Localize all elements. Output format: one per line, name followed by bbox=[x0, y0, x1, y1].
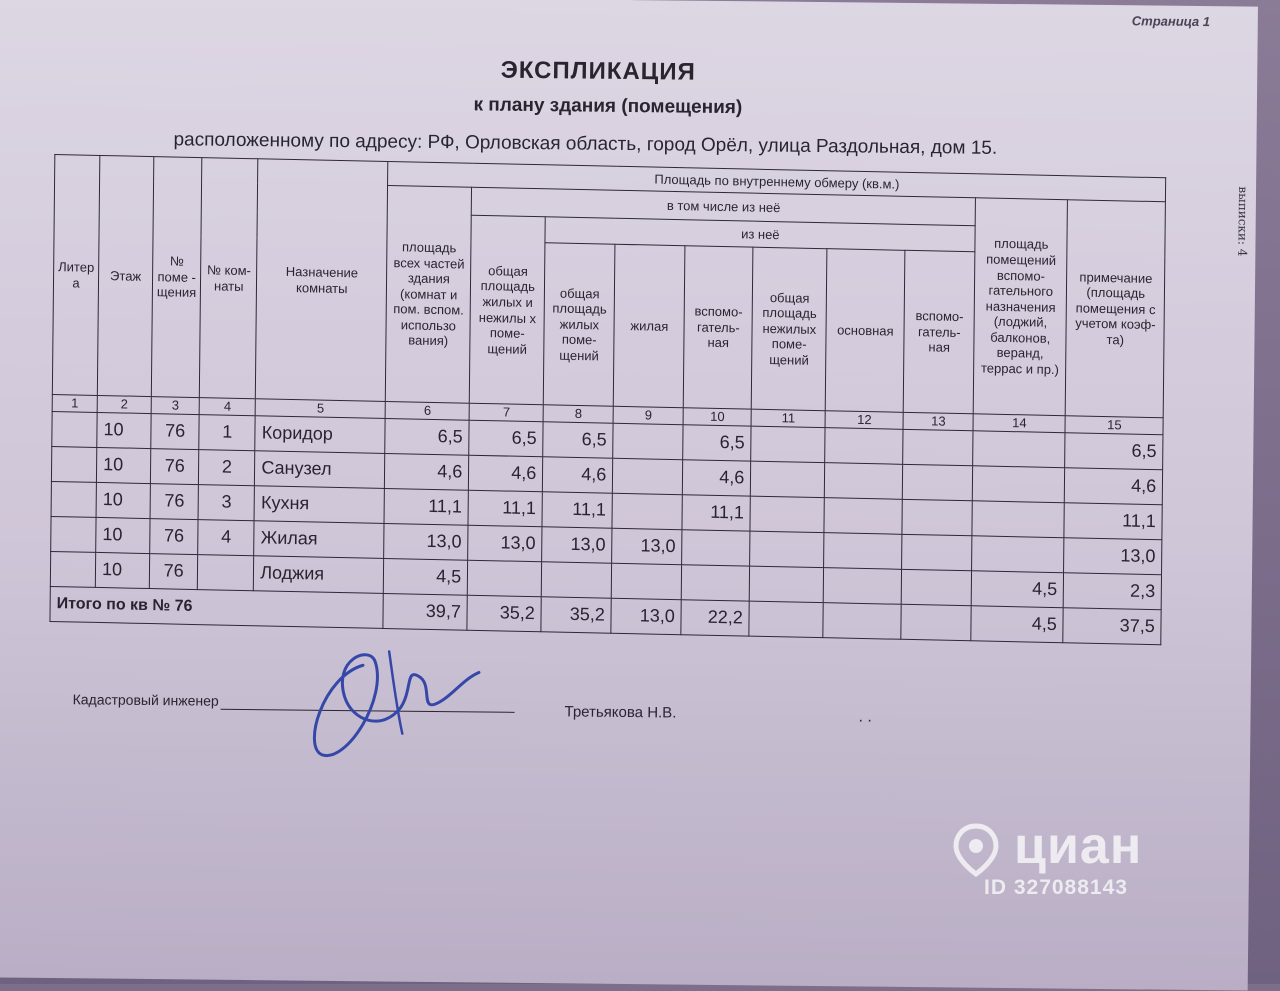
table-cell-purpose: Жилая bbox=[254, 521, 384, 559]
table-cell-c13 bbox=[903, 464, 973, 500]
table-cell-c14 bbox=[972, 501, 1064, 538]
header-total-all: площадь всех частей здания (комнат и пом. вспом. использо вания) bbox=[386, 185, 472, 403]
watermark-id: ID 327088143 bbox=[984, 876, 1128, 899]
table-cell-c14 bbox=[973, 466, 1065, 503]
table-cell-c9 bbox=[613, 458, 683, 494]
table-cell-c7: 13,0 bbox=[468, 525, 542, 562]
total-cell-6: 39,7 bbox=[383, 593, 467, 630]
total-cell-8: 35,2 bbox=[541, 597, 611, 633]
table-cell-room: 4 bbox=[198, 520, 254, 556]
header-premises: № поме - щения bbox=[151, 157, 202, 398]
table-cell-litera bbox=[51, 446, 96, 482]
header-auxiliary-1: вспомо- гатель- ная bbox=[684, 246, 754, 409]
table-cell-c6: 11,1 bbox=[384, 488, 468, 525]
watermark-brand: циан bbox=[1014, 817, 1143, 875]
table-cell-purpose: Кухня bbox=[254, 486, 384, 524]
table-cell-c13 bbox=[902, 534, 972, 570]
table-cell-floor: 10 bbox=[97, 412, 151, 448]
table-cell-purpose: Лоджия bbox=[254, 556, 384, 594]
header-residential-total: общая площадь жилых поме- щений bbox=[544, 243, 616, 406]
header-main: основная bbox=[826, 249, 906, 413]
table-cell-c15: 2,3 bbox=[1063, 573, 1161, 610]
table-cell-litera bbox=[50, 551, 95, 587]
table-cell-c10 bbox=[682, 530, 750, 566]
table-cell-room: 1 bbox=[199, 415, 255, 451]
address-line: расположенному по адресу: РФ, Орловская область, город Орёл, улица Раздольная, дом 15. bbox=[173, 129, 998, 159]
engineer-label: Кадастровый инженер bbox=[72, 691, 219, 709]
table-cell-c13 bbox=[903, 429, 973, 465]
column-number: 4 bbox=[199, 398, 255, 416]
column-number: 8 bbox=[543, 405, 613, 423]
table-cell-c6: 4,6 bbox=[385, 453, 469, 490]
table-cell-c8: 6,5 bbox=[543, 422, 613, 458]
table-cell-c13 bbox=[901, 569, 971, 605]
total-cell-10: 22,2 bbox=[681, 600, 749, 636]
total-cell-9: 13,0 bbox=[611, 598, 681, 634]
header-area-group: Площадь по внутреннему обмеру (кв.м.) bbox=[388, 161, 1166, 201]
header-aux-purpose: площадь помещений вспомо- гательного назначения (лоджий, балконов, веранд, террас и пр.) bbox=[973, 198, 1067, 416]
column-number: 6 bbox=[385, 401, 469, 420]
table-cell-purpose: Коридор bbox=[255, 416, 385, 454]
table-cell-c12 bbox=[824, 533, 902, 570]
side-note: выписки: 4 bbox=[1235, 186, 1251, 257]
table-cell-c10: 11,1 bbox=[682, 495, 750, 531]
table-cell-c12 bbox=[824, 498, 902, 535]
table-cell-c10: 6,5 bbox=[683, 425, 751, 461]
table-cell-c15: 6,5 bbox=[1065, 433, 1163, 470]
table-cell-room: 3 bbox=[198, 485, 254, 521]
total-cell-7: 35,2 bbox=[467, 595, 541, 632]
table-cell-c15: 13,0 bbox=[1064, 538, 1162, 575]
engineer-name: Третьякова Н.В. bbox=[564, 703, 677, 722]
header-floor: Этаж bbox=[97, 155, 154, 396]
table-cell-c14: 4,5 bbox=[971, 571, 1063, 608]
table-cell-c8 bbox=[542, 562, 612, 598]
table-cell-floor: 10 bbox=[96, 482, 150, 518]
table-cell-c7: 4,6 bbox=[469, 455, 543, 492]
page-label: Страница 1 bbox=[1131, 13, 1211, 30]
table-cell-premises: 76 bbox=[151, 414, 200, 450]
table-cell-c10: 4,6 bbox=[683, 460, 751, 496]
table-cell-c15: 11,1 bbox=[1064, 503, 1162, 540]
table-cell-premises: 76 bbox=[149, 554, 198, 590]
column-number: 5 bbox=[255, 399, 385, 419]
total-label: Итого по кв № 76 bbox=[50, 586, 384, 628]
table-cell-floor: 10 bbox=[95, 552, 149, 588]
table-cell-floor: 10 bbox=[96, 447, 150, 483]
header-living: жилая bbox=[614, 244, 686, 407]
table-cell-c8: 4,6 bbox=[543, 457, 613, 493]
total-cell-13 bbox=[901, 604, 971, 640]
table-cell-c7: 11,1 bbox=[468, 490, 542, 527]
table-cell-c12 bbox=[825, 463, 903, 500]
total-cell-12 bbox=[823, 603, 901, 640]
table-cell-premises: 76 bbox=[150, 449, 199, 485]
table-cell-c11 bbox=[750, 496, 824, 533]
table-cell-room bbox=[198, 555, 254, 591]
total-cell-15: 37,5 bbox=[1063, 608, 1161, 645]
table-cell-c7 bbox=[468, 560, 542, 597]
column-number: 9 bbox=[613, 406, 683, 424]
table-cell-c7: 6,5 bbox=[469, 420, 543, 457]
column-number: 3 bbox=[151, 397, 199, 415]
document-title: ЭКСПЛИКАЦИЯ bbox=[500, 56, 696, 86]
table-cell-litera bbox=[52, 411, 97, 447]
table-cell-c9 bbox=[612, 563, 682, 599]
header-note: примечание (площадь помещения с учетом коэф-та) bbox=[1065, 200, 1165, 418]
table-cell-c14 bbox=[972, 536, 1064, 573]
header-litera: Литер а bbox=[52, 155, 100, 396]
table-cell-c11 bbox=[750, 531, 824, 568]
header-room: № ком- наты bbox=[200, 158, 259, 399]
table-cell-c6: 4,5 bbox=[384, 558, 468, 595]
table-cell-c15: 4,6 bbox=[1065, 468, 1163, 505]
table-cell-c11 bbox=[751, 426, 825, 463]
column-number: 1 bbox=[52, 394, 97, 412]
column-number: 13 bbox=[903, 412, 973, 430]
table-cell-c13 bbox=[902, 499, 972, 535]
trailing-dots: . . bbox=[858, 708, 872, 726]
table-cell-c8: 11,1 bbox=[542, 492, 612, 528]
table-cell-c8: 13,0 bbox=[542, 527, 612, 563]
column-number: 2 bbox=[97, 395, 151, 413]
location-pin-icon bbox=[948, 822, 1004, 878]
handwritten-signature bbox=[292, 637, 493, 769]
header-auxiliary-2: вспомо- гатель- ная bbox=[904, 250, 976, 413]
header-total-res-nonres: общая площадь жилых и нежилы х поме- щений bbox=[470, 215, 546, 405]
column-number: 15 bbox=[1065, 416, 1163, 435]
table-cell-purpose: Санузел bbox=[255, 451, 385, 489]
table-cell-c9 bbox=[613, 423, 683, 459]
table-cell-c11 bbox=[750, 566, 824, 603]
table-cell-premises: 76 bbox=[150, 519, 199, 555]
table-cell-c6: 13,0 bbox=[384, 523, 468, 560]
header-purpose: Назначение комнаты bbox=[256, 159, 388, 402]
table-cell-premises: 76 bbox=[150, 484, 199, 520]
column-number: 7 bbox=[469, 403, 543, 422]
table-cell-c12 bbox=[824, 568, 902, 605]
table-cell-room: 2 bbox=[199, 450, 255, 486]
explication-table bbox=[49, 154, 1166, 645]
column-number: 12 bbox=[825, 411, 903, 430]
header-including: в том числе из неё bbox=[472, 187, 976, 226]
table-cell-c14 bbox=[973, 431, 1065, 468]
document-subtitle: к плану здания (помещения) bbox=[473, 94, 743, 119]
table-cell-c10 bbox=[682, 565, 750, 601]
table-cell-c6: 6,5 bbox=[385, 418, 469, 455]
total-cell-14: 4,5 bbox=[971, 606, 1063, 643]
header-of-which: из неё bbox=[545, 217, 975, 252]
table-cell-c11 bbox=[751, 461, 825, 498]
table-cell-floor: 10 bbox=[96, 517, 150, 553]
header-nonresidential-total: общая площадь нежилых поме- щений bbox=[752, 247, 828, 411]
table-cell-c9: 13,0 bbox=[612, 528, 682, 564]
column-number: 10 bbox=[683, 408, 751, 426]
table-cell-c9 bbox=[612, 493, 682, 529]
table-cell-litera bbox=[51, 481, 96, 517]
column-number: 14 bbox=[973, 414, 1065, 433]
total-cell-11 bbox=[749, 601, 823, 638]
column-number: 11 bbox=[751, 409, 825, 428]
table-cell-c12 bbox=[825, 428, 903, 465]
table-cell-litera bbox=[51, 516, 96, 552]
